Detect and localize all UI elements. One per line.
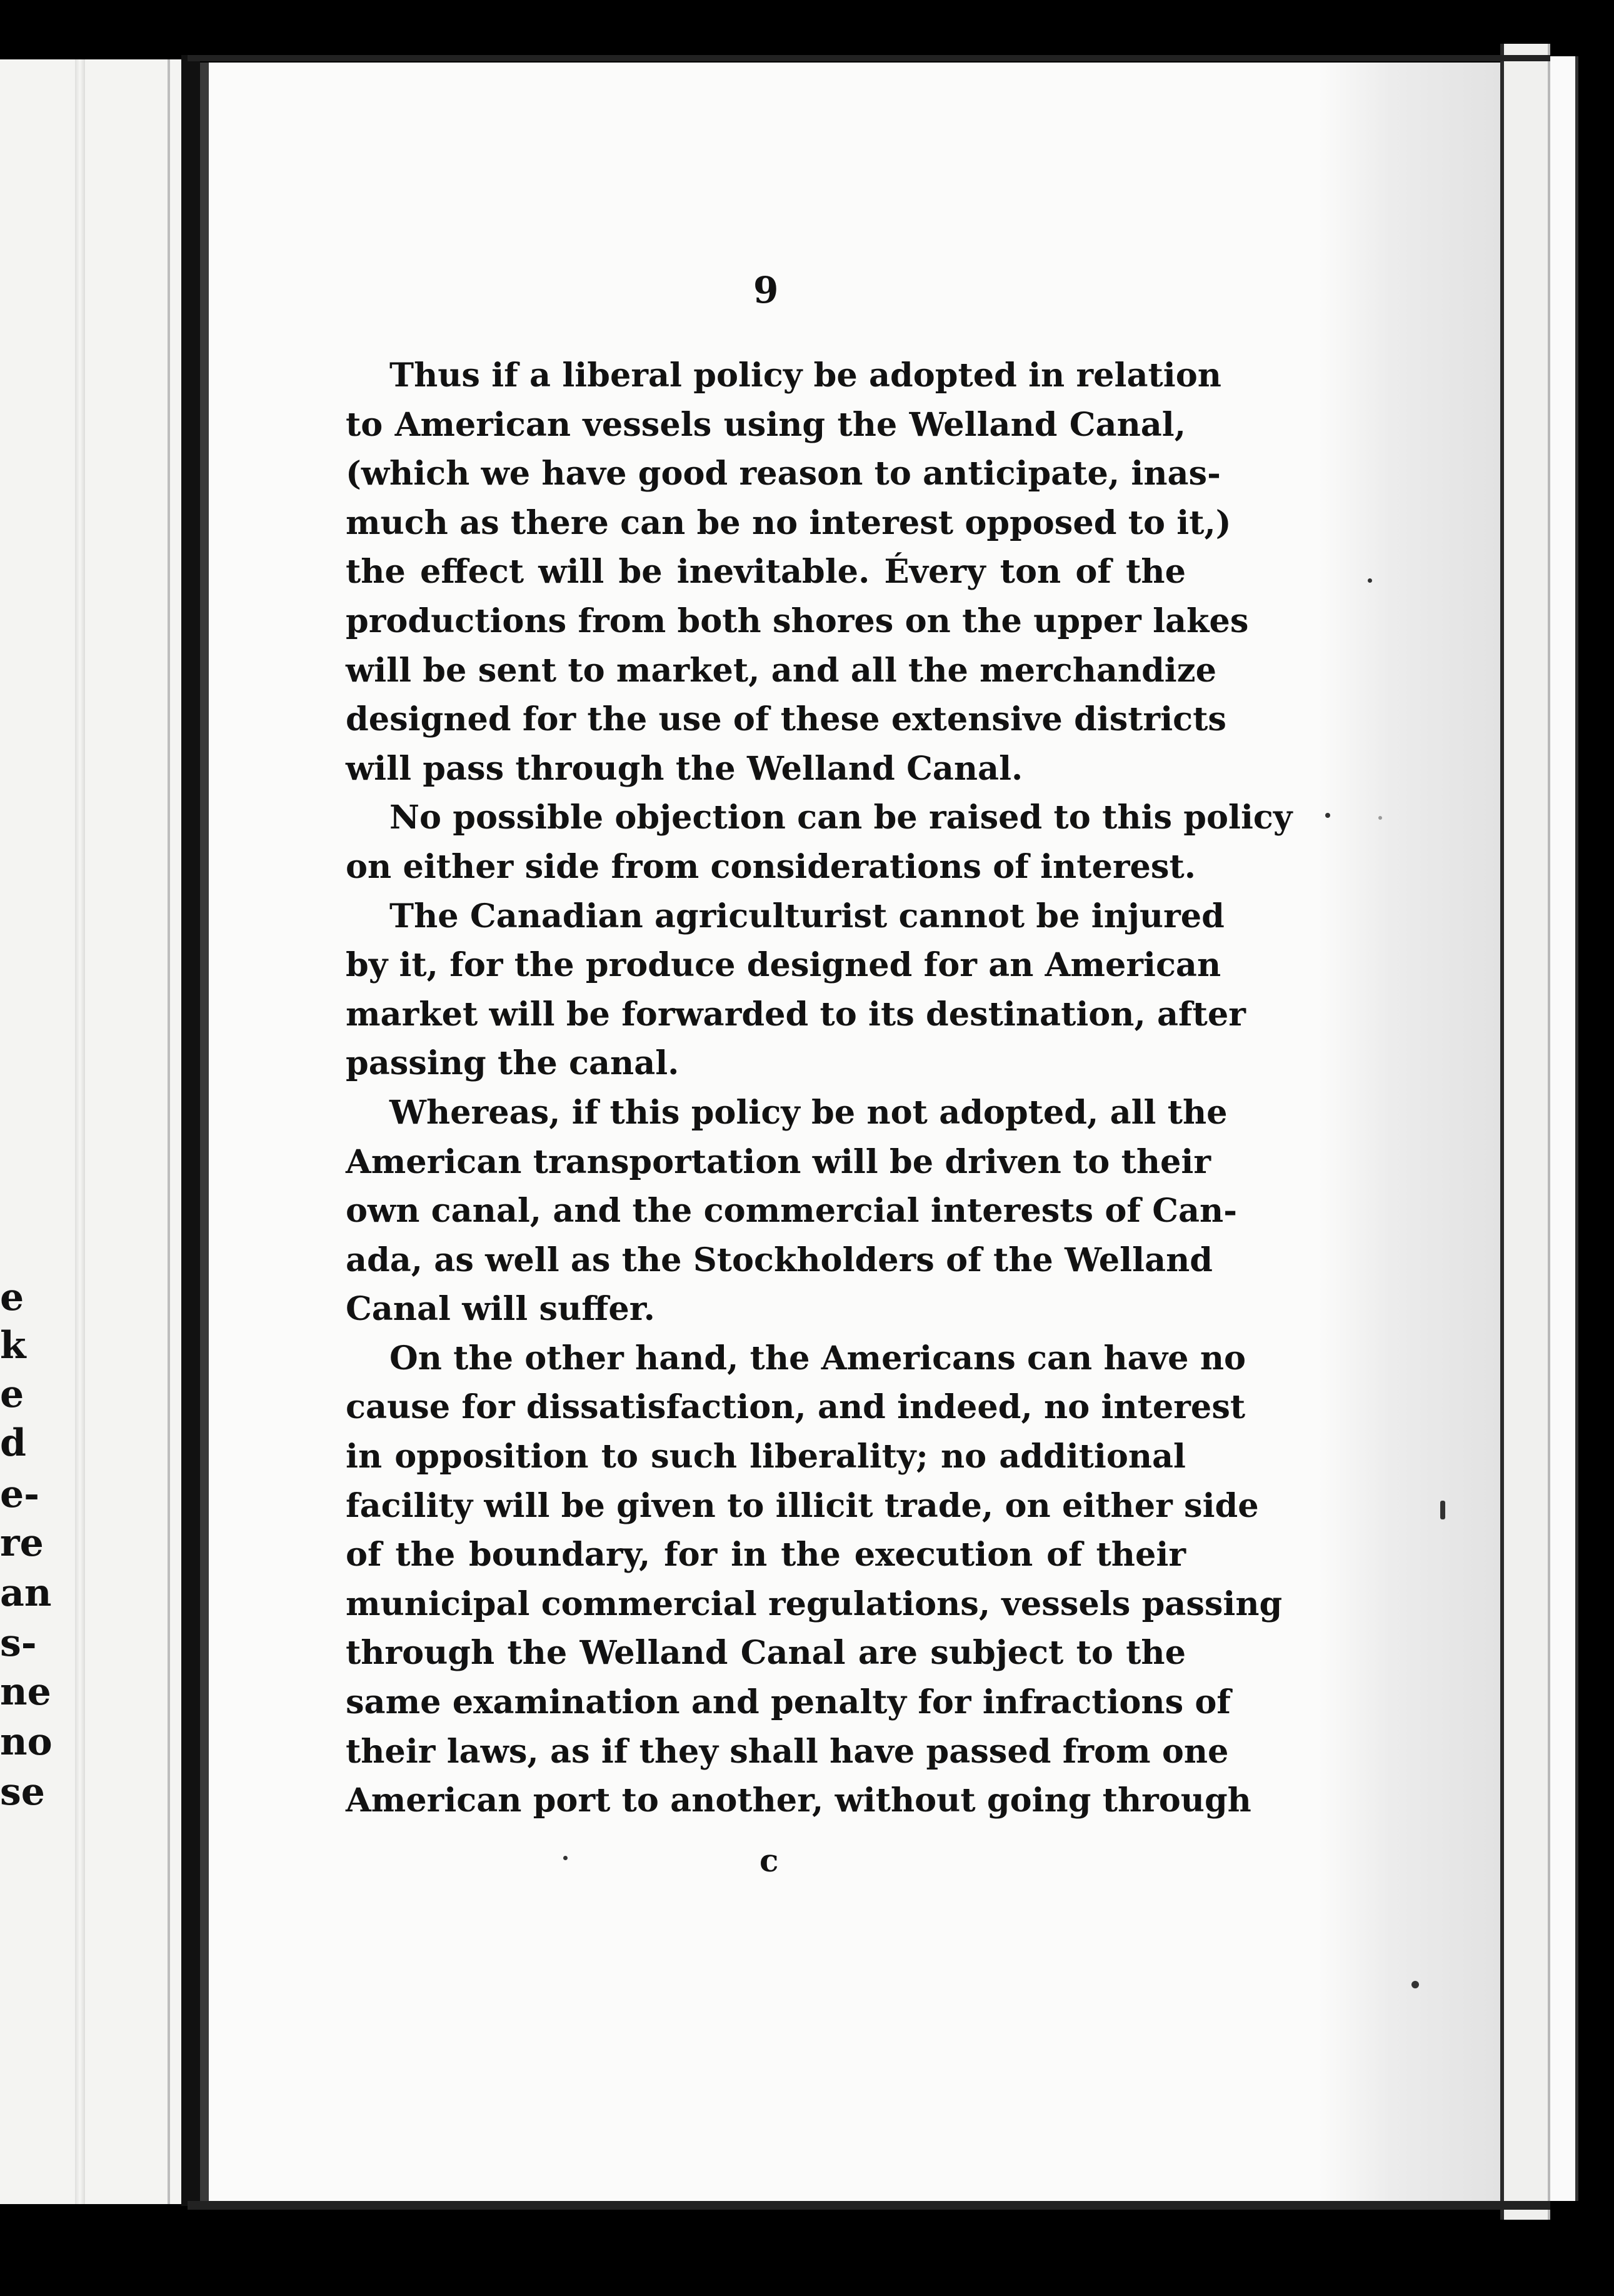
facing-page-fragment: e- bbox=[0, 1473, 40, 1516]
ink-speck bbox=[1325, 813, 1330, 818]
page-number: 9 bbox=[753, 269, 779, 311]
text-line: No possible objection can be raised to this policy bbox=[389, 798, 1293, 837]
facing-page-fragment: k bbox=[0, 1324, 26, 1367]
facing-page-fragment: d bbox=[0, 1421, 26, 1465]
ink-speck bbox=[1440, 1501, 1445, 1519]
text-line: by it, for the produce designed for an American bbox=[346, 946, 1221, 985]
facing-page-fragment: no bbox=[0, 1720, 53, 1764]
text-line: will be sent to market, and all the merchandize bbox=[346, 651, 1216, 690]
ink-speck bbox=[1368, 578, 1372, 583]
page-edge bbox=[168, 59, 170, 2204]
facing-page-fragment: e bbox=[0, 1276, 24, 1319]
text-line: the effect will be inevitable. Évery ton of the bbox=[346, 553, 1186, 592]
facing-page-fragment: an bbox=[0, 1571, 52, 1615]
page-fold bbox=[75, 59, 85, 2204]
text-line: same examination and penalty for infractions of bbox=[346, 1683, 1231, 1722]
text-line: Canal will suffer. bbox=[346, 1290, 655, 1329]
facing-page bbox=[0, 59, 183, 2204]
text-line: American transportation will be driven to their bbox=[346, 1142, 1211, 1181]
facing-page-fragment: e bbox=[0, 1372, 24, 1416]
text-line: own canal, and the commercial interests of Can- bbox=[346, 1192, 1238, 1231]
text-line: of the boundary, for in the execution of their bbox=[346, 1536, 1186, 1574]
text-line: On the other hand, the Americans can have no bbox=[389, 1339, 1246, 1377]
text-line: municipal commercial regulations, vessels passing bbox=[346, 1584, 1283, 1623]
text-line: ada, as well as the Stockholders of the Welland bbox=[346, 1241, 1213, 1279]
bottom-border bbox=[188, 2201, 1550, 2210]
body-text bbox=[346, 351, 1293, 1826]
text-line: will pass through the Welland Canal. bbox=[346, 749, 1023, 788]
text-line: designed for the use of these extensive districts bbox=[346, 700, 1226, 739]
right-page-edge bbox=[1500, 44, 1550, 2220]
text-line: passing the canal. bbox=[346, 1044, 679, 1083]
facing-page-fragment: re bbox=[0, 1521, 44, 1565]
book-spine bbox=[181, 55, 200, 2206]
text-line: on either side from considerations of interest. bbox=[346, 847, 1196, 886]
right-page-edge-outer bbox=[1550, 56, 1578, 2201]
text-line: through the Welland Canal are subject to the bbox=[346, 1634, 1186, 1673]
text-line: The Canadian agriculturist cannot be injured bbox=[389, 897, 1225, 935]
text-line: Thus if a liberal policy be adopted in relation bbox=[389, 356, 1221, 395]
facing-page-fragment: ne bbox=[0, 1670, 51, 1714]
ink-speck bbox=[563, 1856, 568, 1860]
ink-speck bbox=[1411, 1981, 1419, 1988]
ink-speck bbox=[1378, 816, 1382, 820]
text-line: Whereas, if this policy be not adopted, all the bbox=[389, 1093, 1228, 1132]
text-line: their laws, as if they shall have passed from one bbox=[346, 1732, 1229, 1771]
page-shadow bbox=[1319, 63, 1500, 2201]
signature-mark: c bbox=[759, 1842, 779, 1879]
top-border bbox=[188, 55, 1550, 61]
text-line: (which we have good reason to anticipate, inas- bbox=[346, 455, 1221, 493]
text-line: productions from both shores on the upper lakes bbox=[346, 602, 1249, 640]
facing-page-fragment: s- bbox=[0, 1621, 37, 1665]
text-line: American port to another, without going through bbox=[346, 1781, 1251, 1820]
text-line: cause for dissatisfaction, and indeed, no interest bbox=[346, 1388, 1246, 1427]
facing-page-fragment: se bbox=[0, 1770, 45, 1814]
text-line: much as there can be no interest opposed to it,) bbox=[346, 503, 1231, 542]
spine-gutter bbox=[200, 63, 209, 2201]
text-line: in opposition to such liberality; no additional bbox=[346, 1438, 1186, 1476]
text-line: to American vessels using the Welland Canal, bbox=[346, 405, 1186, 444]
text-line: market will be forwarded to its destination, after bbox=[346, 995, 1246, 1034]
text-line: facility will be given to illicit trade, on either side bbox=[346, 1486, 1259, 1525]
